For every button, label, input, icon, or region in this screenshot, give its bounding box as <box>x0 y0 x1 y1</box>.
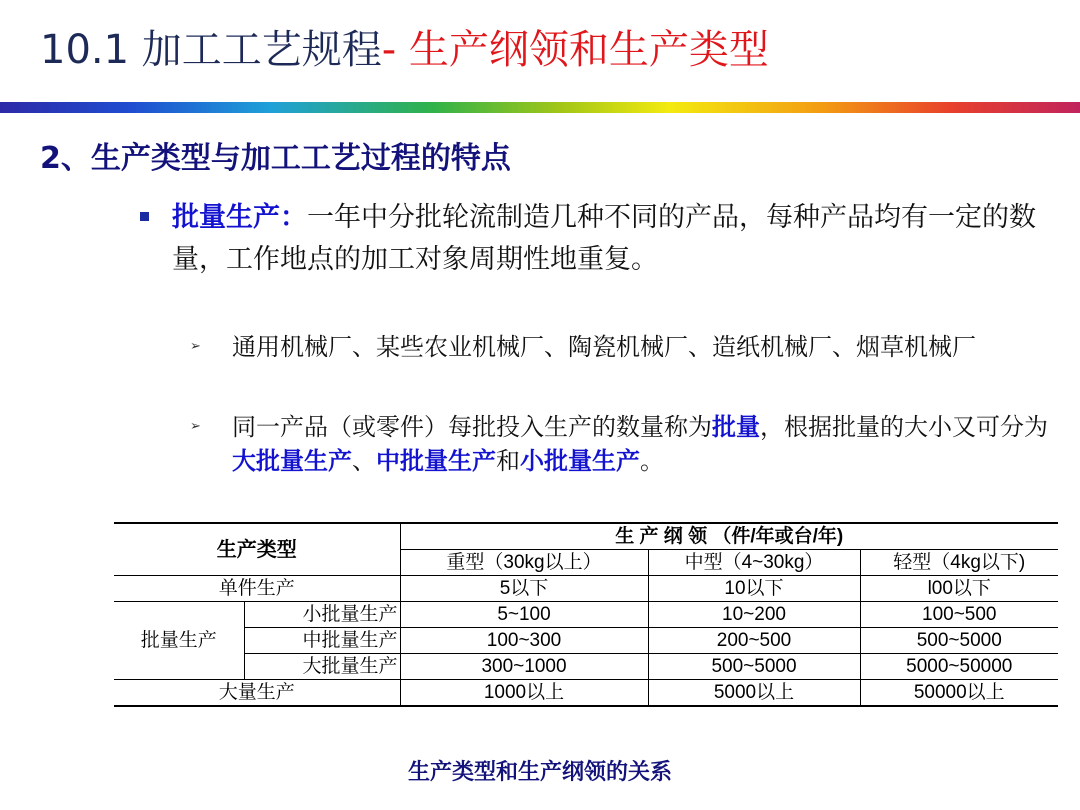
bullet-batch-production <box>140 197 1060 281</box>
header-production-type: 生产类型 <box>114 523 400 576</box>
table-row <box>114 628 1058 654</box>
row-label: 单件生产 <box>114 576 400 602</box>
cell-heavy: 300~1000 <box>400 654 648 680</box>
subbullet-factories <box>190 330 1050 364</box>
highlight-batch: 批量 <box>712 413 760 441</box>
table-row <box>114 576 1058 602</box>
title-dash: - <box>381 27 397 73</box>
cell-light: 5000~50000 <box>860 654 1058 680</box>
subbullet-text: 通用机械厂、某些农业机械厂、陶瓷机械厂、造纸机械厂、烟草机械厂 <box>232 333 976 361</box>
header-heavy: 重型（30kg以上） <box>400 550 648 576</box>
table-row <box>114 654 1058 680</box>
square-bullet-icon <box>140 212 149 221</box>
subbullet-text <box>232 410 1050 478</box>
highlight-small-batch: 小批量生产 <box>520 447 640 475</box>
text-fragment: 。 <box>640 447 664 475</box>
header-light: 轻型（4kg以下) <box>860 550 1058 576</box>
cell-medium: 10~200 <box>648 602 860 628</box>
cell-light: 100~500 <box>860 602 1058 628</box>
cell-medium: 5000以上 <box>648 680 860 707</box>
text-fragment: ，根据批量的大小又可分为 <box>760 413 1048 441</box>
cell-light: 500~5000 <box>860 628 1058 654</box>
bullet-definition: 一年中分批轮流制造几种不同的产品，每种产品均有一定的数量，工作地点的加工对象周期性地重复。 <box>172 202 1036 275</box>
text-fragment: 同一产品（或零件）每批投入生产的数量称为 <box>232 413 712 441</box>
row-label: 中批量生产 <box>244 628 400 654</box>
cell-medium: 500~5000 <box>648 654 860 680</box>
text-fragment: 和 <box>496 447 520 475</box>
table-header-row <box>114 523 1058 550</box>
table-caption: 生产类型和生产纲领的关系 <box>407 760 672 785</box>
cell-heavy: 5~100 <box>400 602 648 628</box>
arrow-bullet-icon: ➢ <box>190 339 201 354</box>
text-fragment: 、 <box>352 447 376 475</box>
title-subtitle: 生产纲领和生产类型 <box>396 27 769 73</box>
rainbow-divider <box>0 102 1080 113</box>
title-prefix: 10.1 加工工艺规程 <box>40 27 382 73</box>
cell-light: l00以下 <box>860 576 1058 602</box>
cell-medium: 10以下 <box>648 576 860 602</box>
section-heading: 2、生产类型与加工工艺过程的特点 <box>40 141 511 176</box>
cell-medium: 200~500 <box>648 628 860 654</box>
row-label: 大批量生产 <box>244 654 400 680</box>
bullet-term: 批量生产： <box>172 202 307 233</box>
batch-production-label: 批量生产 <box>114 602 244 680</box>
highlight-medium-batch: 中批量生产 <box>376 447 496 475</box>
highlight-large-batch: 大批量生产 <box>232 447 352 475</box>
cell-heavy: 5以下 <box>400 576 648 602</box>
header-medium: 中型（4~30kg） <box>648 550 860 576</box>
header-production-program: 生 产 纲 领 （件/年或台/年) <box>400 523 1058 550</box>
cell-heavy: 100~300 <box>400 628 648 654</box>
subbullet-batch-definition <box>190 410 1050 478</box>
row-label: 大量生产 <box>114 680 400 707</box>
arrow-bullet-icon: ➢ <box>190 419 201 434</box>
cell-light: 50000以上 <box>860 680 1058 707</box>
row-label: 小批量生产 <box>244 602 400 628</box>
cell-heavy: 1000以上 <box>400 680 648 707</box>
slide-title <box>40 22 769 78</box>
bullet-text <box>172 197 1060 281</box>
table-row <box>114 602 1058 628</box>
table-row <box>114 680 1058 707</box>
production-type-table <box>114 522 1058 707</box>
